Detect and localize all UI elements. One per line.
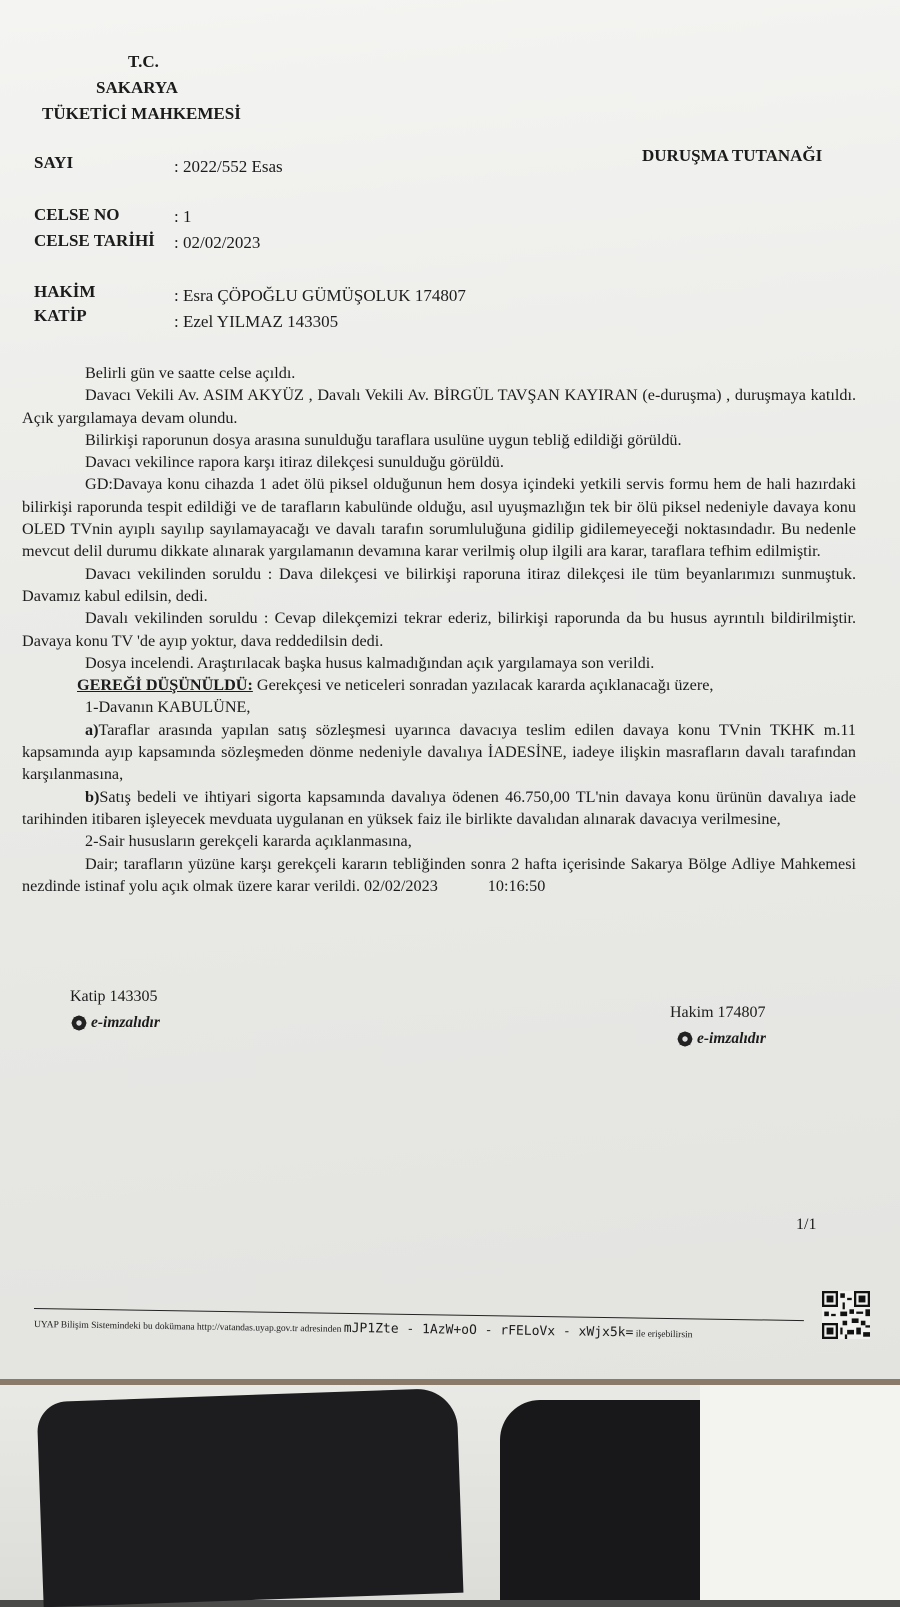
document-type: DURUŞMA TUTANAĞI	[642, 146, 823, 165]
verdict-heading: GEREĞİ DÜŞÜNÜLDÜ:	[77, 676, 253, 695]
header-court: TÜKETİCİ MAHKEMESİ	[42, 104, 241, 123]
header-tc: T.C.	[128, 52, 159, 71]
footer-prefix: UYAP Bilişim Sistemindeki bu dokümana http://vatandas.uyap.gov.tr adresinden	[33, 1320, 342, 1335]
footer-code: mJP1Zte - 1AzW+oO - rFELoVx - xWjx5k=	[343, 1320, 634, 1341]
paragraph-defendant-statement: Davalı vekilinden soruldu : Cevap dilekçemizi tekrar ederiz, bilirkişi raporunda da bu husus ayrıntılı bildirilmiştir. Davaya konu TV 'de ayıp yoktur, dava reddedilsin dedi.	[22, 609, 856, 650]
verdict-intro-text: Gerekçesi ve neticeleri sonradan yazılacak kararda açıklanacağı üzere,	[252, 676, 714, 695]
seal-icon	[70, 1014, 88, 1032]
verdict-time: 10:16:50	[487, 876, 546, 895]
header-city: SAKARYA	[96, 78, 178, 97]
dark-clothing-left	[37, 1388, 464, 1607]
celse-tarihi-label: CELSE TARİHİ	[34, 231, 155, 250]
katip-signature-label: Katip 143305	[70, 988, 158, 1005]
katip-value: : Ezel YILMAZ 143305	[174, 312, 339, 331]
celse-no-label: CELSE NO	[34, 205, 120, 224]
item-b-text: Satış bedeli ve ihtiyari sigorta kapsamında davalıya ödenen 46.750,00 TL'nin davaya konu ürünün davalıya iade tarihinden itibaren işleyecek mevduata uygulanan en yüksek faiz ile birlikte davalıdan alınarak davacıya verilmesine,	[22, 787, 856, 828]
item-b-marker: b)	[85, 787, 100, 806]
page-number: 1/1	[796, 1216, 817, 1233]
paragraph-report-notified: Bilirkişi raporunun dosya arasına sunulduğu taraflara usulüne uygun tebliğ edildiği görüldü.	[85, 430, 682, 449]
qr-code-icon	[822, 1291, 870, 1339]
paragraph-appeal	[22, 853, 856, 898]
paragraph-other-matters: 2-Sair hususların gerekçeli kararda açıklanmasına,	[85, 832, 412, 851]
hakim-signature-label: Hakim 174807	[670, 1004, 766, 1021]
paragraph-item-a	[22, 719, 856, 786]
sayi-value: : 2022/552 Esas	[174, 157, 283, 176]
item-a-text: Taraflar arasında yapılan satış sözleşmesi uyarınca davacıya teslim edilen davaya konu TVnin TKHK m.11 kapsamında ayıp kapsamında sözleşmeden dönme nedeniyle davalıya İADESİNE, iadeye ilişkin masrafların davalı tarafından karşılanmasına,	[22, 720, 856, 784]
paragraph-objection: Davacı vekilince rapora karşı itiraz dilekçesi sunulduğu görüldü.	[85, 453, 504, 472]
hakim-label: HAKİM	[34, 282, 96, 301]
paragraph-opening: Belirli gün ve saatte celse açıldı.	[85, 364, 296, 382]
paragraph-gd: GD:Davaya konu cihazda 1 adet ölü piksel olduğunun hem dosya içindeki yetkili servis formu hem de hali hazırdaki bilirkişi raporunda tespit edildiği ve de tarafların kabulünde olduğu, asıl uyuşmazlığın tek bir ölü piksel nedeniyle davaya konu OLED TVnin ayıplı sayılıp sayılamayacağı ve davalı tarafın sorumluluğuna gidilip gidilemeyeceği noktasındadır. Bu nedenle mevcut delil durumu dikkate alınarak yargılamanın devamına karar verilmiş olup ilgili ara karar, taraflara tefhim edilmiştir.	[22, 475, 856, 561]
paragraph-verdict-intro	[22, 674, 856, 696]
paragraph-item-b	[22, 786, 856, 831]
footer-verification	[34, 1316, 693, 1341]
celse-tarihi-value: : 02/02/2023	[174, 233, 261, 252]
katip-label: KATİP	[34, 306, 87, 325]
katip-esign-text: e-imzalıdır	[91, 1014, 160, 1031]
document-body	[22, 362, 856, 897]
katip-esign	[70, 1014, 160, 1032]
hakim-esign	[676, 1030, 766, 1048]
hakim-esign-text: e-imzalıdır	[697, 1030, 766, 1047]
paragraph-plaintiff-statement: Davacı vekilinden soruldu : Dava dilekçesi ve bilirkişi raporuna itiraz dilekçesi ile tüm beyanlarımızı sunmuştuk. Davamız kabul edilsin, dedi.	[22, 564, 856, 605]
seal-icon	[676, 1030, 694, 1048]
item-a-marker: a)	[85, 720, 99, 739]
light-surface	[700, 1385, 900, 1600]
hakim-value: : Esra ÇÖPOĞLU GÜMÜŞOLUK 174807	[174, 286, 466, 305]
paragraph-closing: Dosya incelendi. Araştırılacak başka husus kalmadığından açık yargılamaya son verildi.	[85, 653, 655, 672]
paragraph-acceptance: 1-Davanın KABULÜNE,	[85, 698, 251, 717]
celse-no-value: : 1	[174, 207, 192, 226]
sayi-label: SAYI	[34, 153, 74, 172]
paragraph-attendance: Davacı Vekili Av. ASIM AKYÜZ , Davalı Vekili Av. BİRGÜL TAVŞAN KAYIRAN (e-duruşma) , duruşmaya katıldı. Açık yargılamaya devam olundu.	[22, 386, 856, 427]
footer-suffix: ile erişebilirsin	[635, 1329, 693, 1341]
dark-clothing-right	[500, 1400, 720, 1600]
appeal-text: Dair; tarafların yüzüne karşı gerekçeli kararın tebliğinden sonra 2 hafta içerisinde Sakarya Bölge Adliye Mahkemesi nezdinde istinaf yolu açık olmak üzere karar verildi. 02/02/2023	[22, 854, 856, 895]
